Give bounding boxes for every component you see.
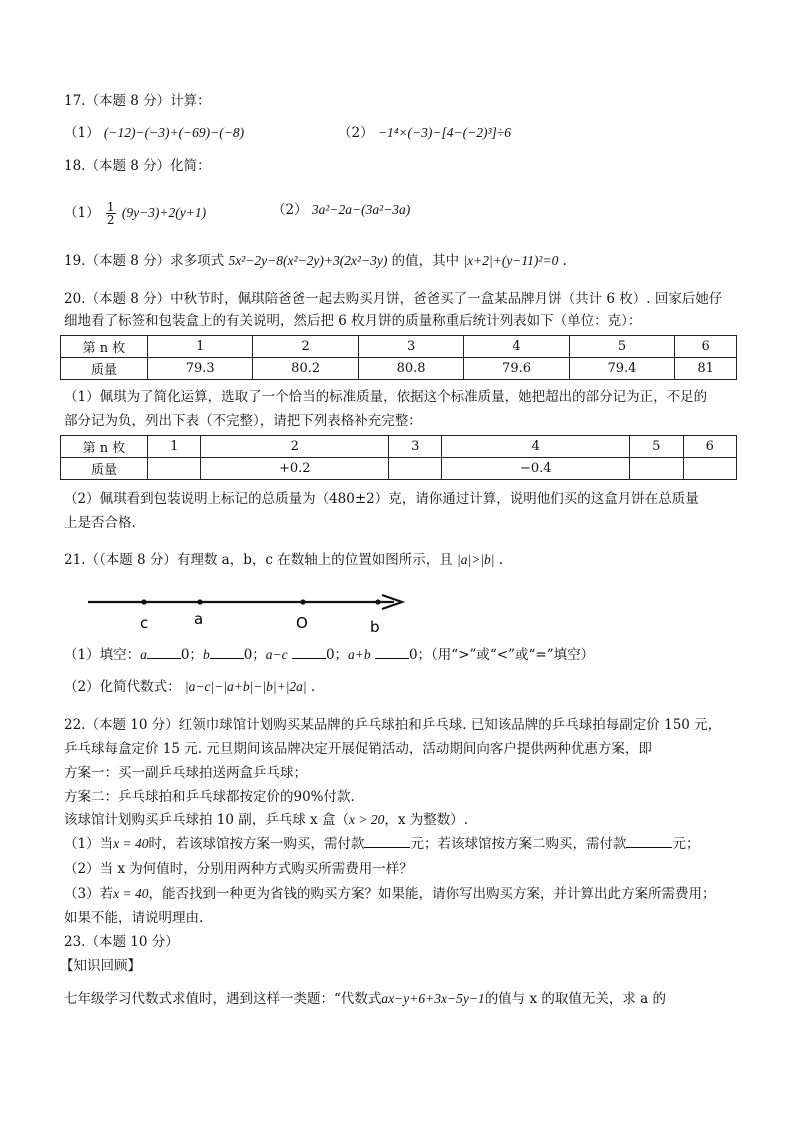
blank-a-plus-b[interactable] <box>375 646 409 659</box>
q19-text-b: 的值，其中 <box>391 253 460 269</box>
q19-polynomial: 5x²−2y−8(x²−2y)+3(2x²−3y) <box>228 253 388 268</box>
table1-value: 79.6 <box>464 358 569 380</box>
point-a <box>197 599 202 604</box>
table-row <box>61 358 737 380</box>
table2-value: −0.4 <box>442 458 630 480</box>
q21-f1: a <box>140 647 147 662</box>
q18-p1-expr: (9y−3)+2(y+1) <box>121 205 207 220</box>
blank-b-vs-0[interactable] <box>210 646 244 659</box>
q22-sub3-a: （3）若 <box>64 886 114 902</box>
q17-part1 <box>64 124 244 142</box>
table2-value <box>683 458 737 480</box>
q22-line5-a: 该球馆计划购买乒乓球拍 10 副，乒乓球 x 盒（ <box>64 812 349 828</box>
q21-fill-label: （1）填空： <box>64 647 141 663</box>
q22-line5-cond: x > 20 <box>348 812 385 827</box>
q22-sub1-x: x = 40 <box>113 836 149 851</box>
q23-section: 【知识回顾】 <box>60 958 141 974</box>
table2-col: 4 <box>442 436 630 458</box>
q17-p2-label: （2） <box>338 125 374 141</box>
table2-col: 1 <box>148 436 201 458</box>
number-line-svg <box>84 588 414 636</box>
table1-col: 6 <box>675 336 737 358</box>
q20-sub2-line1: （2）佩琪看到包装说明上标记的总质量为（480±2）克，请你通过计算，说明他们买的这盒月饼在总质量 <box>64 491 699 507</box>
table1-col: 5 <box>569 336 674 358</box>
table2-value <box>148 458 201 480</box>
q21-f1-tail: 0； <box>180 647 203 663</box>
q21-f4: a+b <box>348 647 371 662</box>
q22-plan2: 方案二：乒乓球拍和乒乓球都按定价的90%付款. <box>64 789 355 805</box>
q20-sub1-line1: （1）佩琪为了简化运算，选取了一个恰当的标准质量，依据这个标准质量，她把超出的部分记为正，不足的 <box>64 389 708 405</box>
table-row <box>61 336 737 358</box>
blank-plan1-cost[interactable] <box>364 835 410 848</box>
q21-line <box>64 551 503 569</box>
q22-sub3-b: ，能否找到一种更为省钱的购买方案？如果能，请你写出购买方案，并计算出此方案所需费用； <box>148 886 716 902</box>
q18-p2-expr: 3a²−2a−(3a²−3a) <box>311 202 411 217</box>
table2-head-n: 第 n 枚 <box>61 436 148 458</box>
q22-sub1-d: 元； <box>672 836 700 852</box>
q22-sub1-a: （1）当 <box>64 836 114 852</box>
point-b <box>375 599 380 604</box>
q19-line <box>64 252 567 270</box>
blank-plan2-cost[interactable] <box>626 835 672 848</box>
q23-line <box>64 990 666 1008</box>
table1-value: 79.3 <box>148 358 253 380</box>
q21-simplify-end: . <box>310 679 316 695</box>
q21-simplify-line <box>64 678 315 696</box>
q22-sub2: （2）当 x 为何值时，分别用两种方式购买所需费用一样？ <box>64 861 413 877</box>
table2-col: 2 <box>201 436 389 458</box>
q21-text: 21.（（本题 8 分）有理数 a，b，c 在数轴上的位置如图所示，且 <box>64 552 453 568</box>
q20-line2: 细地看了标签和包装盒上的有关说明，然后把 6 枚月饼的质量称重后统计列表如下（单位：克）： <box>64 313 642 329</box>
point-o <box>300 599 305 604</box>
q18-title: 18.（本题 8 分）化简： <box>64 158 211 174</box>
label-b: b <box>370 618 380 636</box>
table1-col: 1 <box>148 336 253 358</box>
q21-f2: b <box>202 647 210 662</box>
q17-p2-expr: −1⁴×(−3)−[4−(−2)³]÷6 <box>377 125 511 140</box>
q19-condition: |x+2|+(y−11)²=0 <box>463 253 559 268</box>
q20-sub2-line2: 上是否合格. <box>64 515 136 531</box>
table2-col: 3 <box>389 436 442 458</box>
q22-plan1: 方案一：买一副乒乓球拍送两盒乒乓球； <box>64 765 307 781</box>
q22-sub1 <box>64 835 699 853</box>
q21-f3: a−c <box>265 647 288 662</box>
q21-f2-tail: 0； <box>243 647 266 663</box>
blank-a-minus-c[interactable] <box>292 646 326 659</box>
q20-sub1-line2: 部分记为负，列出下表（不完整），请把下列表格补充完整： <box>64 413 422 429</box>
table-row <box>61 436 737 458</box>
q17-p1-expr: (−12)−(−3)+(−69)−(−8) <box>103 125 245 140</box>
q22-sub3-x: x = 40 <box>113 886 149 901</box>
table1-value: 80.8 <box>358 358 463 380</box>
q21-simplify-label: （2）化简代数式： <box>64 679 181 695</box>
table2-value: +0.2 <box>201 458 389 480</box>
q21-f3-tail: 0； <box>325 647 349 663</box>
table2-col: 6 <box>683 436 737 458</box>
q21-simplify-expr: |a−c|−|a+b|−|b|+|2a| <box>184 679 307 694</box>
q22-sub1-c: 元；若该球馆按方案二购买，需付款 <box>410 836 627 852</box>
q18-fraction <box>106 201 116 226</box>
q22-sub1-b: 时，若该球馆按方案一购买，需付款 <box>148 836 365 852</box>
q20-table2 <box>60 435 737 480</box>
label-o: O <box>296 614 308 632</box>
table2-head-mass: 质量 <box>61 458 148 480</box>
q22-line1: 22.（本题 10 分）红领巾球馆计划购买某品牌的乒乓球拍和乒乓球. 已知该品牌的乒乓球拍每副定价 150 元， <box>64 717 722 733</box>
q20-table1 <box>60 335 737 380</box>
label-a: a <box>194 610 204 628</box>
q22-line5 <box>64 811 468 829</box>
q18-frac-num: 1 <box>106 200 115 214</box>
q19-text-a: 19.（本题 8 分）求多项式 <box>64 253 225 269</box>
q22-line2: 乒乓球每盒定价 15 元. 元旦期间该品牌决定开展促销活动，活动期间向客户提供两种优惠方案，即 <box>64 741 652 757</box>
table1-head-n: 第 n 枚 <box>61 336 148 358</box>
q22-sub3 <box>64 885 715 903</box>
table-row <box>61 458 737 480</box>
blank-a-vs-0[interactable] <box>147 646 181 659</box>
table1-head-mass: 质量 <box>61 358 148 380</box>
q17-part2 <box>338 124 511 142</box>
q21-fill-line <box>64 646 594 664</box>
q18-p2-label: （2） <box>272 202 308 218</box>
q18-part1 <box>64 201 206 226</box>
point-c <box>141 599 146 604</box>
table2-col: 5 <box>630 436 683 458</box>
table1-value: 80.2 <box>253 358 358 380</box>
q17-p1-label: （1） <box>64 125 100 141</box>
table1-col: 3 <box>358 336 463 358</box>
q18-part2 <box>272 201 410 219</box>
table1-value: 81 <box>675 358 737 380</box>
q23-line-a: 七年级学习代数式求值时，遇到这样一类题：“代数式 <box>64 991 382 1007</box>
q23-expr: ax−y+6+3x−5y−1 <box>381 991 485 1006</box>
q20-line1: 20.（本题 8 分）中秋节时，佩琪陪爸爸一起去购买月饼，爸爸买了一盒某品牌月饼（共计 6 枚）. 回家后她仔 <box>64 291 723 307</box>
table1-col: 4 <box>464 336 569 358</box>
q21-condition: |a|>|b| <box>457 552 495 567</box>
table2-value <box>630 458 683 480</box>
q18-frac-den: 2 <box>106 213 115 227</box>
table2-value <box>389 458 442 480</box>
number-line <box>84 588 414 640</box>
q18-p1-label: （1） <box>64 205 100 221</box>
q21-f4-tail: 0；（用“>”或“<”或“=”填空） <box>408 647 595 663</box>
q21-end: . <box>498 552 504 568</box>
table1-value: 79.4 <box>569 358 674 380</box>
q22-sub3-line2: 如果不能，请说明理由. <box>64 910 204 926</box>
q19-text-c: . <box>562 253 567 269</box>
q23-title: 23.（本题 10 分） <box>64 934 179 950</box>
q23-line-b: 的值与 x 的取值无关，求 a 的 <box>484 991 667 1007</box>
table1-col: 2 <box>253 336 358 358</box>
q17-title: 17.（本题 8 分）计算： <box>64 93 211 109</box>
q22-line5-b: ，x 为整数）. <box>384 812 469 828</box>
label-c: c <box>140 614 149 632</box>
